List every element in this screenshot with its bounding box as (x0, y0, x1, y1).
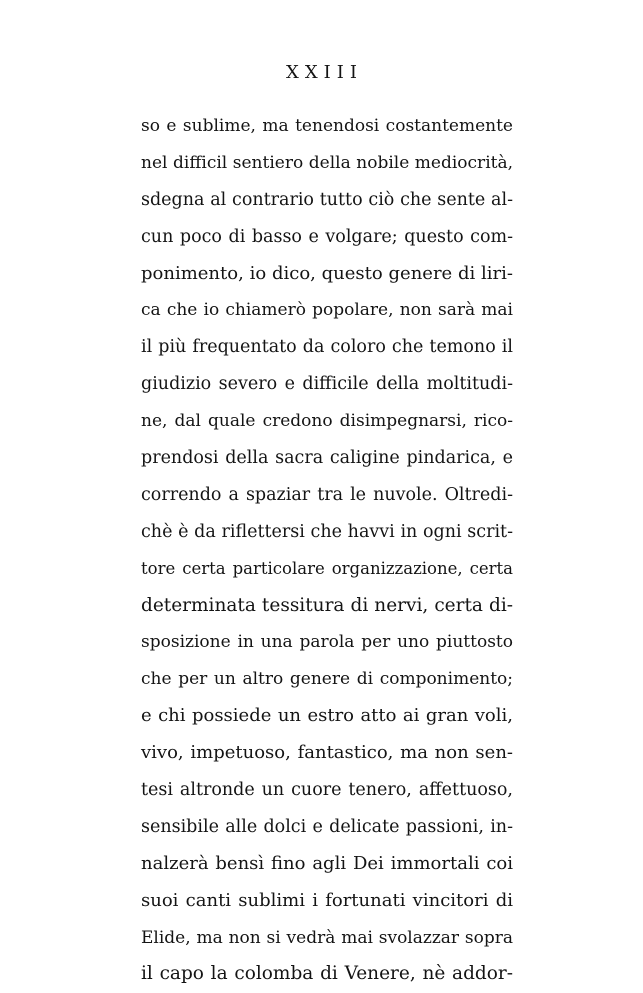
text-line: Elide, ma non si vedrà mai svolazzar sopra (141, 927, 513, 948)
text-line: sdegna al contrario tutto ciò che sente al- (141, 189, 513, 210)
text-line: ca che io chiamerò popolare, non sarà mai (141, 300, 513, 321)
text-line: il più frequentato da coloro che temono il (141, 337, 513, 358)
text-line: nalzerà bensì fino agli Dei immortali coi (141, 852, 513, 874)
text-line: il capo la colomba di Venere, nè addor- (141, 963, 513, 985)
text-line: e chi possiede un estro atto ai gran voli, (141, 705, 513, 727)
page-number-roman: XXIII (286, 62, 363, 83)
body-text (141, 108, 513, 993)
text-line: cun poco di basso e volgare; questo com- (141, 226, 513, 247)
text-line: tesi altronde un cuore tenero, affettuoso, (141, 780, 513, 801)
text-line: sensibile alle dolci e delicate passioni, in- (141, 816, 513, 837)
text-line: ne, dal quale credono disimpegnarsi, rico- (141, 411, 513, 432)
text-line: che per un altro genere di componimento; (141, 669, 513, 690)
text-line: tore certa particolare organizzazione, certa (141, 558, 513, 578)
text-line: giudizio severo e difficile della moltitudi- (141, 374, 513, 395)
text-line: suoi canti sublimi i fortunati vincitori di (141, 889, 513, 911)
text-line: sposizione in una parola per uno piuttosto (141, 632, 513, 653)
text-line: prendosi della sacra caligine pindarica, e (141, 448, 513, 469)
text-line: chè è da riflettersi che havvi in ogni scrit- (141, 521, 513, 542)
text-line: ponimento, io dico, questo genere di liri- (141, 262, 513, 284)
text-line: determinata tessitura di nervi, certa di- (141, 594, 513, 616)
text-line: so e sublime, ma tenendosi costantemente (141, 116, 513, 136)
text-line: nel difficil sentiero della nobile mediocrità, (141, 152, 513, 173)
text-line: correndo a spaziar tra le nuvole. Oltredi- (141, 484, 513, 505)
text-line: vivo, impetuoso, fantastico, ma non sen- (141, 742, 513, 764)
